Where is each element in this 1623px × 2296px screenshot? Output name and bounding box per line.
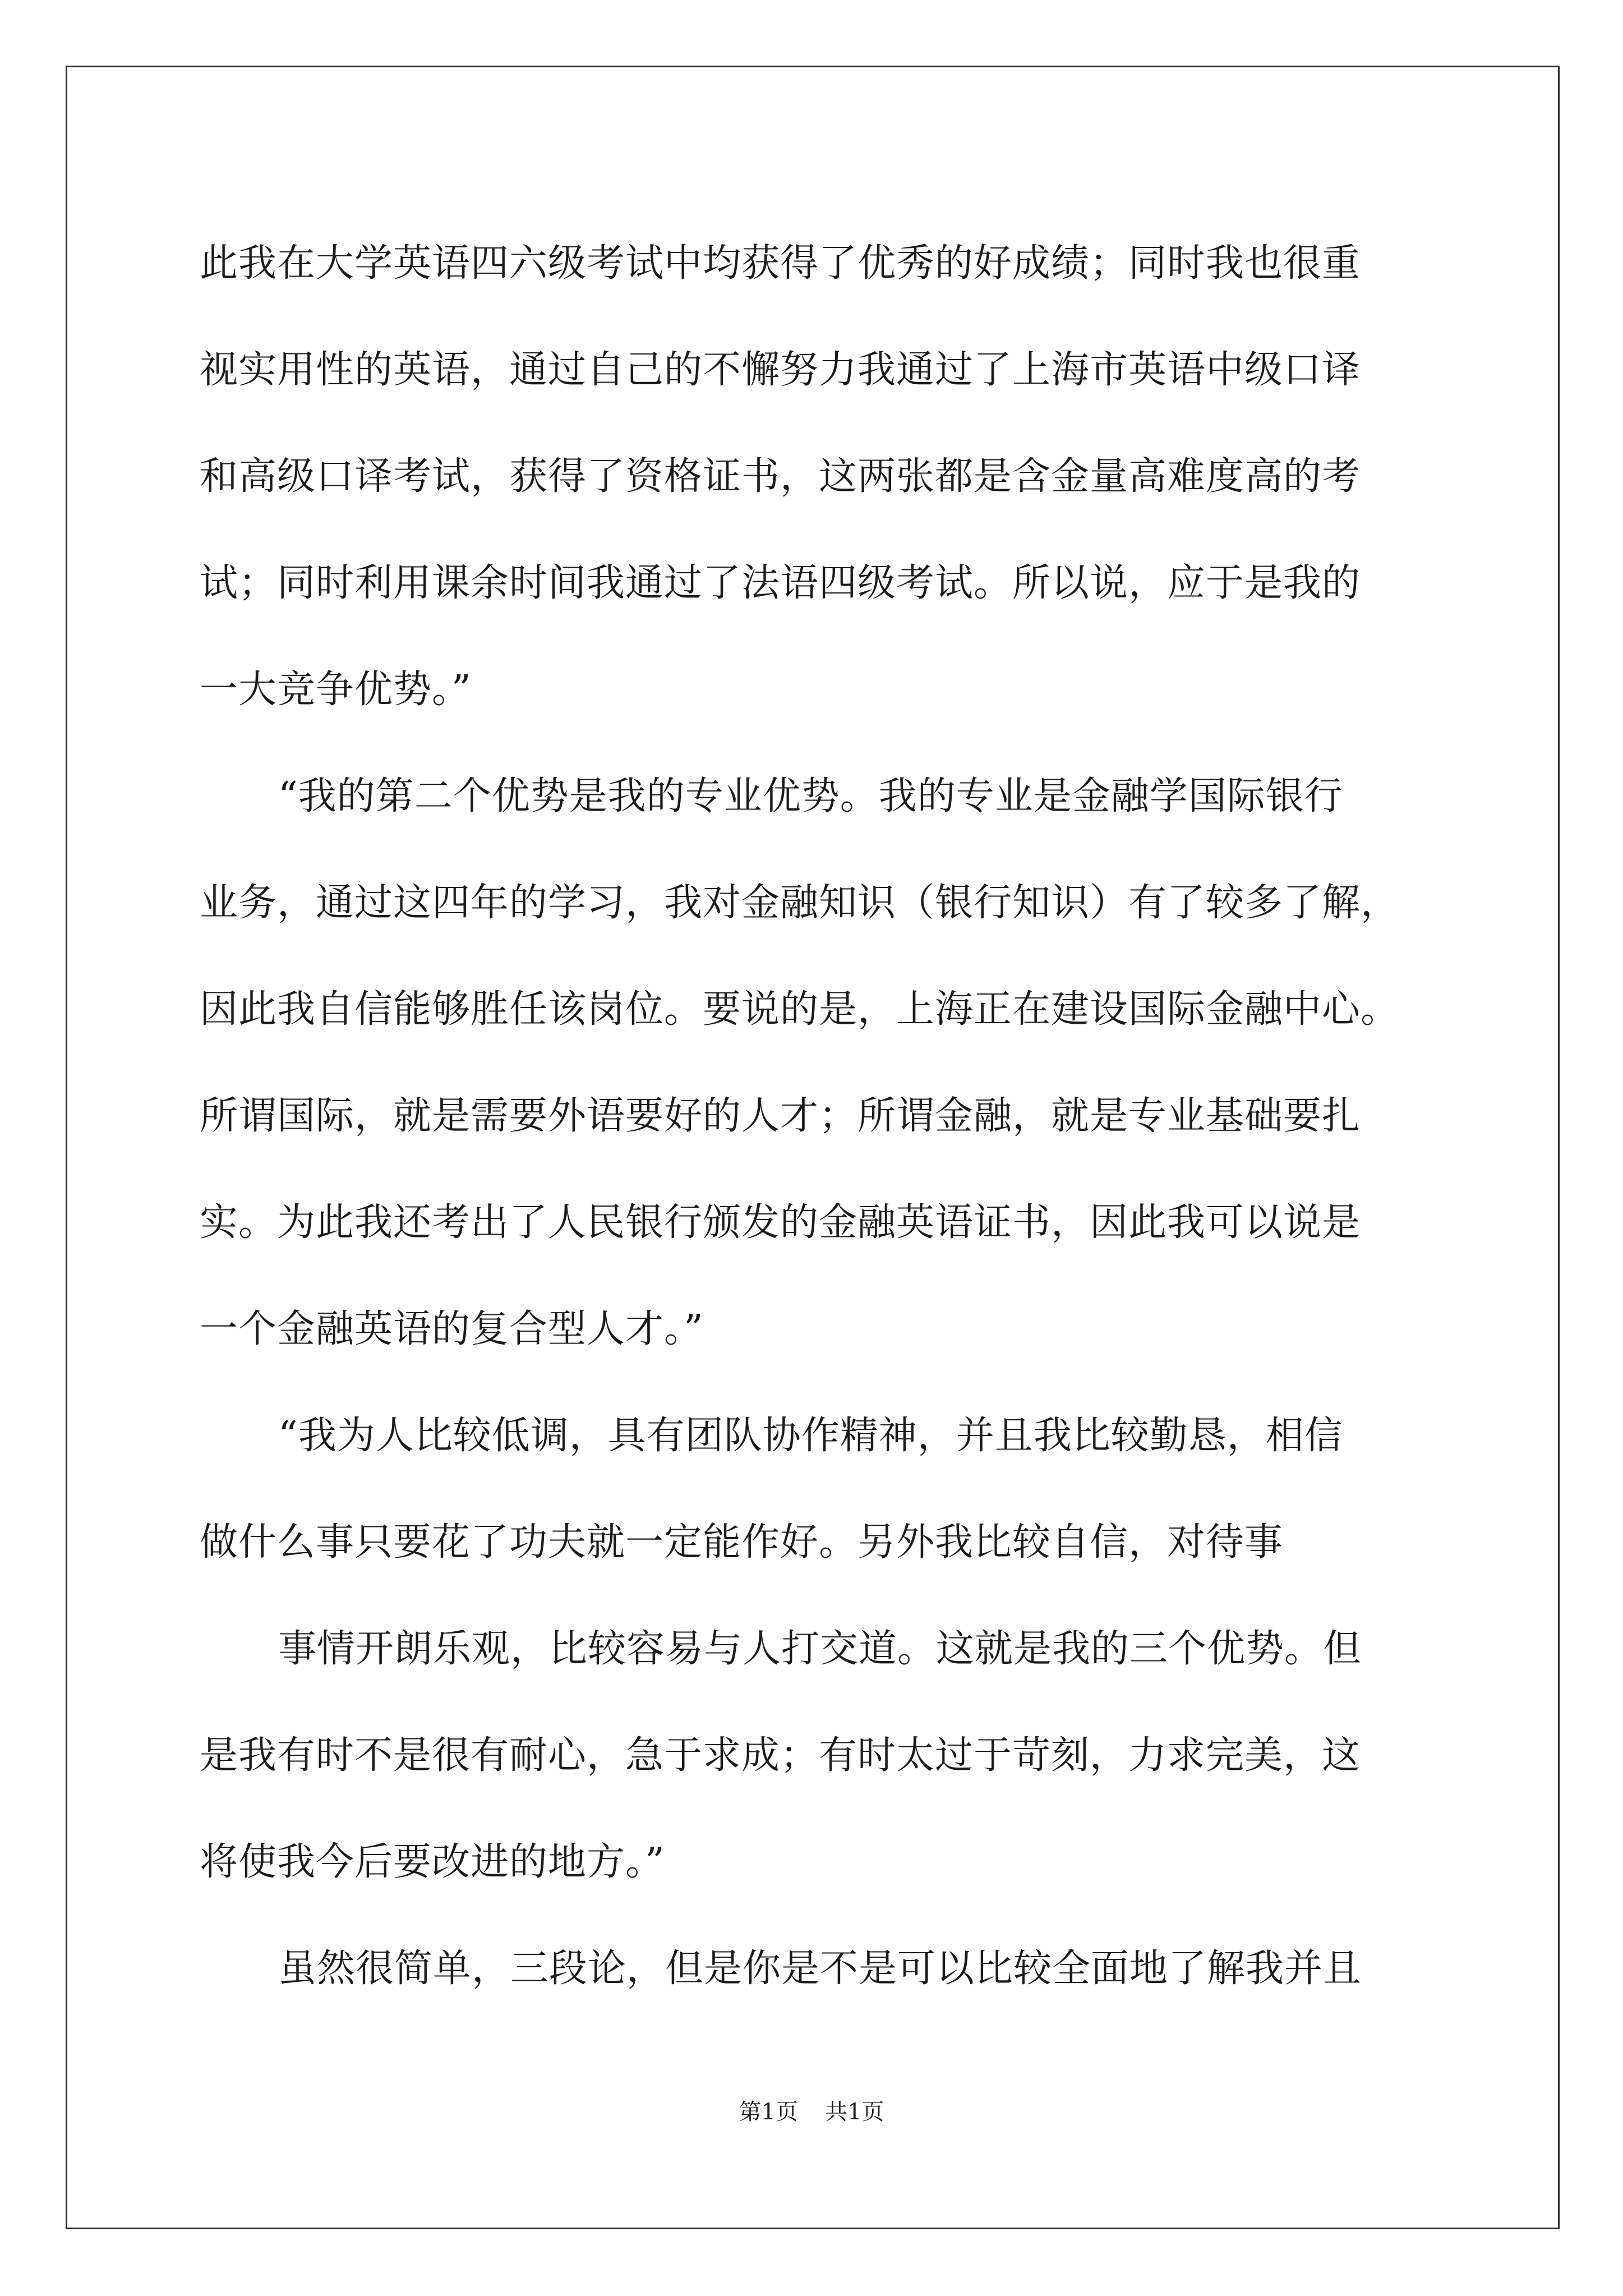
text-line: 一个金融英语的复合型人才。” [200,1307,704,1351]
text-line: 业务，通过这四年的学习，我对金融知识（银行知识）有了较多了解， [200,881,1400,925]
text-line: 虽然很简单，三段论，但是你是不是可以比较全面地了解我并且 [278,1947,1362,1991]
text-line: 一大竞争优势。” [200,668,472,712]
page-number-total: 共1页 [825,2099,884,2125]
page-footer [0,2095,1623,2129]
text-line: 实。为此我还考出了人民银行颁发的金融英语证书，因此我可以说是 [200,1200,1361,1245]
text-line: 事情开朗乐观，比较容易与人打交道。这就是我的三个优势。但 [278,1627,1362,1671]
text-line: 和高级口译考试，获得了资格证书，这两张都是含金量高难度高的考 [200,454,1361,499]
text-line: 试；同时利用课余时间我通过了法语四级考试。所以说，应于是我的 [200,561,1361,605]
text-line: “我为人比较低调，具有团队协作精神，并且我比较勤恳，相信 [278,1414,1343,1458]
text-line: 因此我自信能够胜任该岗位。要说的是，上海正在建设国际金融中心。 [200,987,1400,1032]
page-number-current: 第1页 [739,2099,798,2125]
text-line: 做什么事只要花了功夫就一定能作好。另外我比较自信，对待事 [200,1520,1284,1565]
text-line: “我的第二个优势是我的专业优势。我的专业是金融学国际银行 [278,774,1343,818]
text-line: 所谓国际，就是需要外语要好的人才；所谓金融，就是专业基础要扎 [200,1094,1361,1138]
text-line: 视实用性的英语，通过自己的不懈努力我通过了上海市英语中级口译 [200,348,1361,392]
text-line: 将使我今后要改进的地方。” [200,1840,665,1884]
text-line: 此我在大学英语四六级考试中均获得了优秀的好成绩；同时我也很重 [200,241,1361,286]
text-line: 是我有时不是很有耐心，急于求成；有时太过于苛刻，力求完美，这 [200,1733,1361,1778]
body-text [200,210,1433,2022]
